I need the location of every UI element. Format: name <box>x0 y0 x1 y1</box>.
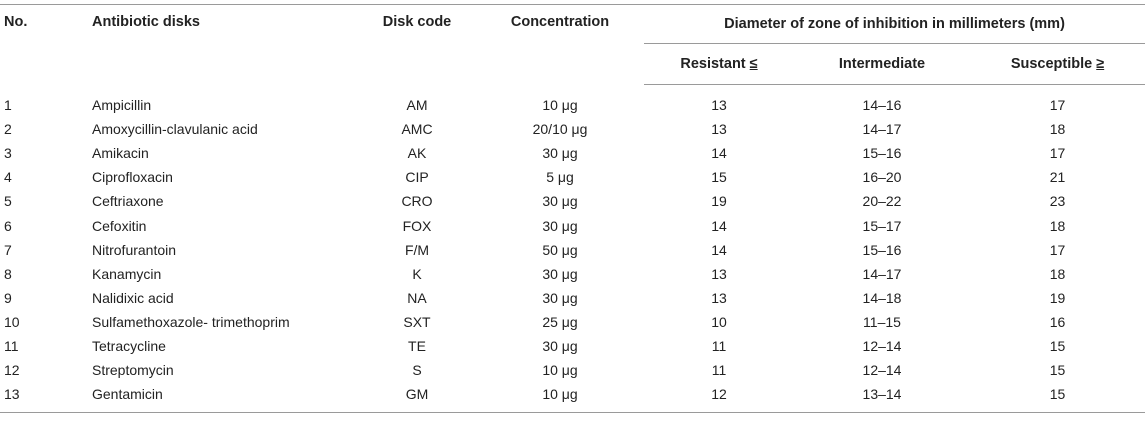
table-row <box>0 262 1145 286</box>
cell-concentration: 30 μg <box>542 193 578 210</box>
cell-susceptible: 18 <box>1049 121 1066 138</box>
table-row <box>0 286 1145 310</box>
cell-disk-code: CIP <box>405 169 429 186</box>
cell-resistant: 10 <box>711 313 727 330</box>
table-row <box>0 310 1145 334</box>
cell-susceptible: 17 <box>1049 241 1066 258</box>
cell-susceptible: 17 <box>1049 145 1066 162</box>
cell-disk-code: TE <box>408 337 426 354</box>
cell-susceptible: 15 <box>970 382 1145 413</box>
cell-no: 11 <box>4 337 19 354</box>
table-header <box>0 5 1145 85</box>
cell-concentration: 5 μg <box>546 169 574 186</box>
cell-concentration: 25 μg <box>542 313 578 330</box>
cell-concentration: 30 μg <box>542 265 578 282</box>
table-row <box>0 358 1145 382</box>
cell-no: 8 <box>4 265 12 282</box>
cell-antibiotic-name: Sulfamethoxazole- trimethoprim <box>92 313 290 330</box>
header-no: No. <box>0 5 88 85</box>
table-row <box>0 213 1145 237</box>
cell-antibiotic-name: Nitrofurantoin <box>92 241 177 258</box>
cell-no: 6 <box>4 217 12 234</box>
cell-intermediate: 14–17 <box>862 121 902 138</box>
cell-intermediate: 15–16 <box>862 145 902 162</box>
cell-disk-code: K <box>412 265 422 282</box>
header-resistant: Resistant ≤ <box>644 44 794 85</box>
cell-intermediate: 13–14 <box>794 382 970 413</box>
cell-intermediate: 14–16 <box>862 97 902 114</box>
cell-resistant: 13 <box>711 289 727 306</box>
cell-resistant: 15 <box>711 169 727 186</box>
cell-resistant: 14 <box>711 145 727 162</box>
cell-no: 5 <box>4 193 12 210</box>
table-body <box>0 85 1145 413</box>
cell-concentration: 30 μg <box>542 289 578 306</box>
cell-no: 10 <box>4 313 20 330</box>
cell-no: 12 <box>4 362 20 379</box>
header-diameter-zone: Diameter of zone of inhibition in millimeters (mm) <box>644 5 1145 44</box>
cell-antibiotic-name: Amoxycillin-clavulanic acid <box>92 121 258 138</box>
cell-resistant: 11 <box>711 337 727 354</box>
cell-susceptible: 18 <box>1049 265 1066 282</box>
cell-disk-code: CRO <box>401 193 433 210</box>
cell-susceptible: 21 <box>1049 169 1066 186</box>
cell-no: 9 <box>4 289 12 306</box>
cell-disk-code: NA <box>407 289 427 306</box>
cell-intermediate: 14–18 <box>862 289 902 306</box>
cell-intermediate: 12–14 <box>862 362 902 379</box>
cell-susceptible: 23 <box>1049 193 1066 210</box>
cell-concentration: 10 μg <box>476 382 644 413</box>
table-row <box>0 189 1145 213</box>
cell-concentration: 10 μg <box>542 96 578 113</box>
cell-antibiotic-name: Streptomycin <box>92 362 174 379</box>
header-disk-code: Disk code <box>358 5 476 85</box>
cell-antibiotic-name: Ampicillin <box>92 96 152 113</box>
cell-disk-code: F/M <box>404 241 430 258</box>
cell-resistant: 13 <box>711 121 727 138</box>
header-susceptible: Susceptible ≥ <box>970 44 1145 85</box>
header-antibiotic-disks: Antibiotic disks <box>88 5 358 85</box>
header-concentration: Concentration <box>476 5 644 85</box>
cell-no: 1 <box>4 96 12 113</box>
cell-resistant: 19 <box>711 193 727 210</box>
cell-intermediate: 15–17 <box>862 217 902 234</box>
antibiotic-disk-table <box>0 4 1145 413</box>
cell-concentration: 30 μg <box>542 337 578 354</box>
cell-resistant: 13 <box>711 265 727 282</box>
cell-resistant: 11 <box>711 362 727 379</box>
table-row <box>0 141 1145 165</box>
cell-no: 2 <box>4 121 12 138</box>
cell-intermediate: 20–22 <box>862 193 902 210</box>
cell-disk-code: FOX <box>402 217 432 234</box>
cell-antibiotic-name: Nalidixic acid <box>92 289 174 306</box>
cell-intermediate: 11–15 <box>863 313 901 330</box>
header-row-top <box>0 5 1145 44</box>
cell-disk-code: AMC <box>401 121 433 138</box>
table-row <box>0 334 1145 358</box>
cell-concentration: 10 μg <box>542 362 578 379</box>
table-row <box>0 85 1145 118</box>
cell-no: 4 <box>4 169 12 186</box>
cell-antibiotic-name: Cefoxitin <box>92 217 147 234</box>
cell-disk-code: S <box>412 362 422 379</box>
cell-antibiotic-name: Gentamicin <box>88 382 358 413</box>
cell-intermediate: 16–20 <box>862 169 902 186</box>
header-intermediate: Intermediate <box>794 44 970 85</box>
cell-no: 3 <box>4 145 12 162</box>
cell-disk-code: AK <box>407 145 427 162</box>
cell-resistant: 14 <box>711 241 727 258</box>
cell-susceptible: 16 <box>1049 313 1066 330</box>
cell-disk-code: SXT <box>403 313 431 330</box>
cell-concentration: 20/10 μg <box>532 121 588 138</box>
table-row <box>0 117 1145 141</box>
cell-susceptible: 19 <box>1049 289 1066 306</box>
table-row <box>0 382 1145 413</box>
cell-antibiotic-name: Ceftriaxone <box>92 193 164 210</box>
cell-antibiotic-name: Amikacin <box>92 145 149 162</box>
cell-no: 7 <box>4 241 12 258</box>
cell-antibiotic-name: Ciprofloxacin <box>92 169 173 186</box>
table-row <box>0 165 1145 189</box>
cell-no: 13 <box>0 382 88 413</box>
cell-resistant: 13 <box>711 97 727 114</box>
cell-intermediate: 14–17 <box>862 265 902 282</box>
cell-disk-code: AM <box>406 96 428 113</box>
cell-susceptible: 18 <box>1049 217 1066 234</box>
cell-concentration: 30 μg <box>542 217 578 234</box>
cell-resistant: 12 <box>644 382 794 413</box>
cell-concentration: 30 μg <box>542 145 578 162</box>
table-row <box>0 238 1145 262</box>
cell-resistant: 14 <box>711 217 727 234</box>
cell-susceptible: 15 <box>1049 337 1066 354</box>
cell-antibiotic-name: Kanamycin <box>92 265 162 282</box>
cell-concentration: 50 μg <box>542 241 578 258</box>
cell-susceptible: 15 <box>1049 362 1066 379</box>
cell-intermediate: 15–16 <box>862 241 902 258</box>
cell-intermediate: 12–14 <box>862 337 902 354</box>
cell-susceptible: 17 <box>1049 97 1066 114</box>
cell-disk-code: GM <box>358 382 476 413</box>
cell-antibiotic-name: Tetracycline <box>92 337 166 354</box>
